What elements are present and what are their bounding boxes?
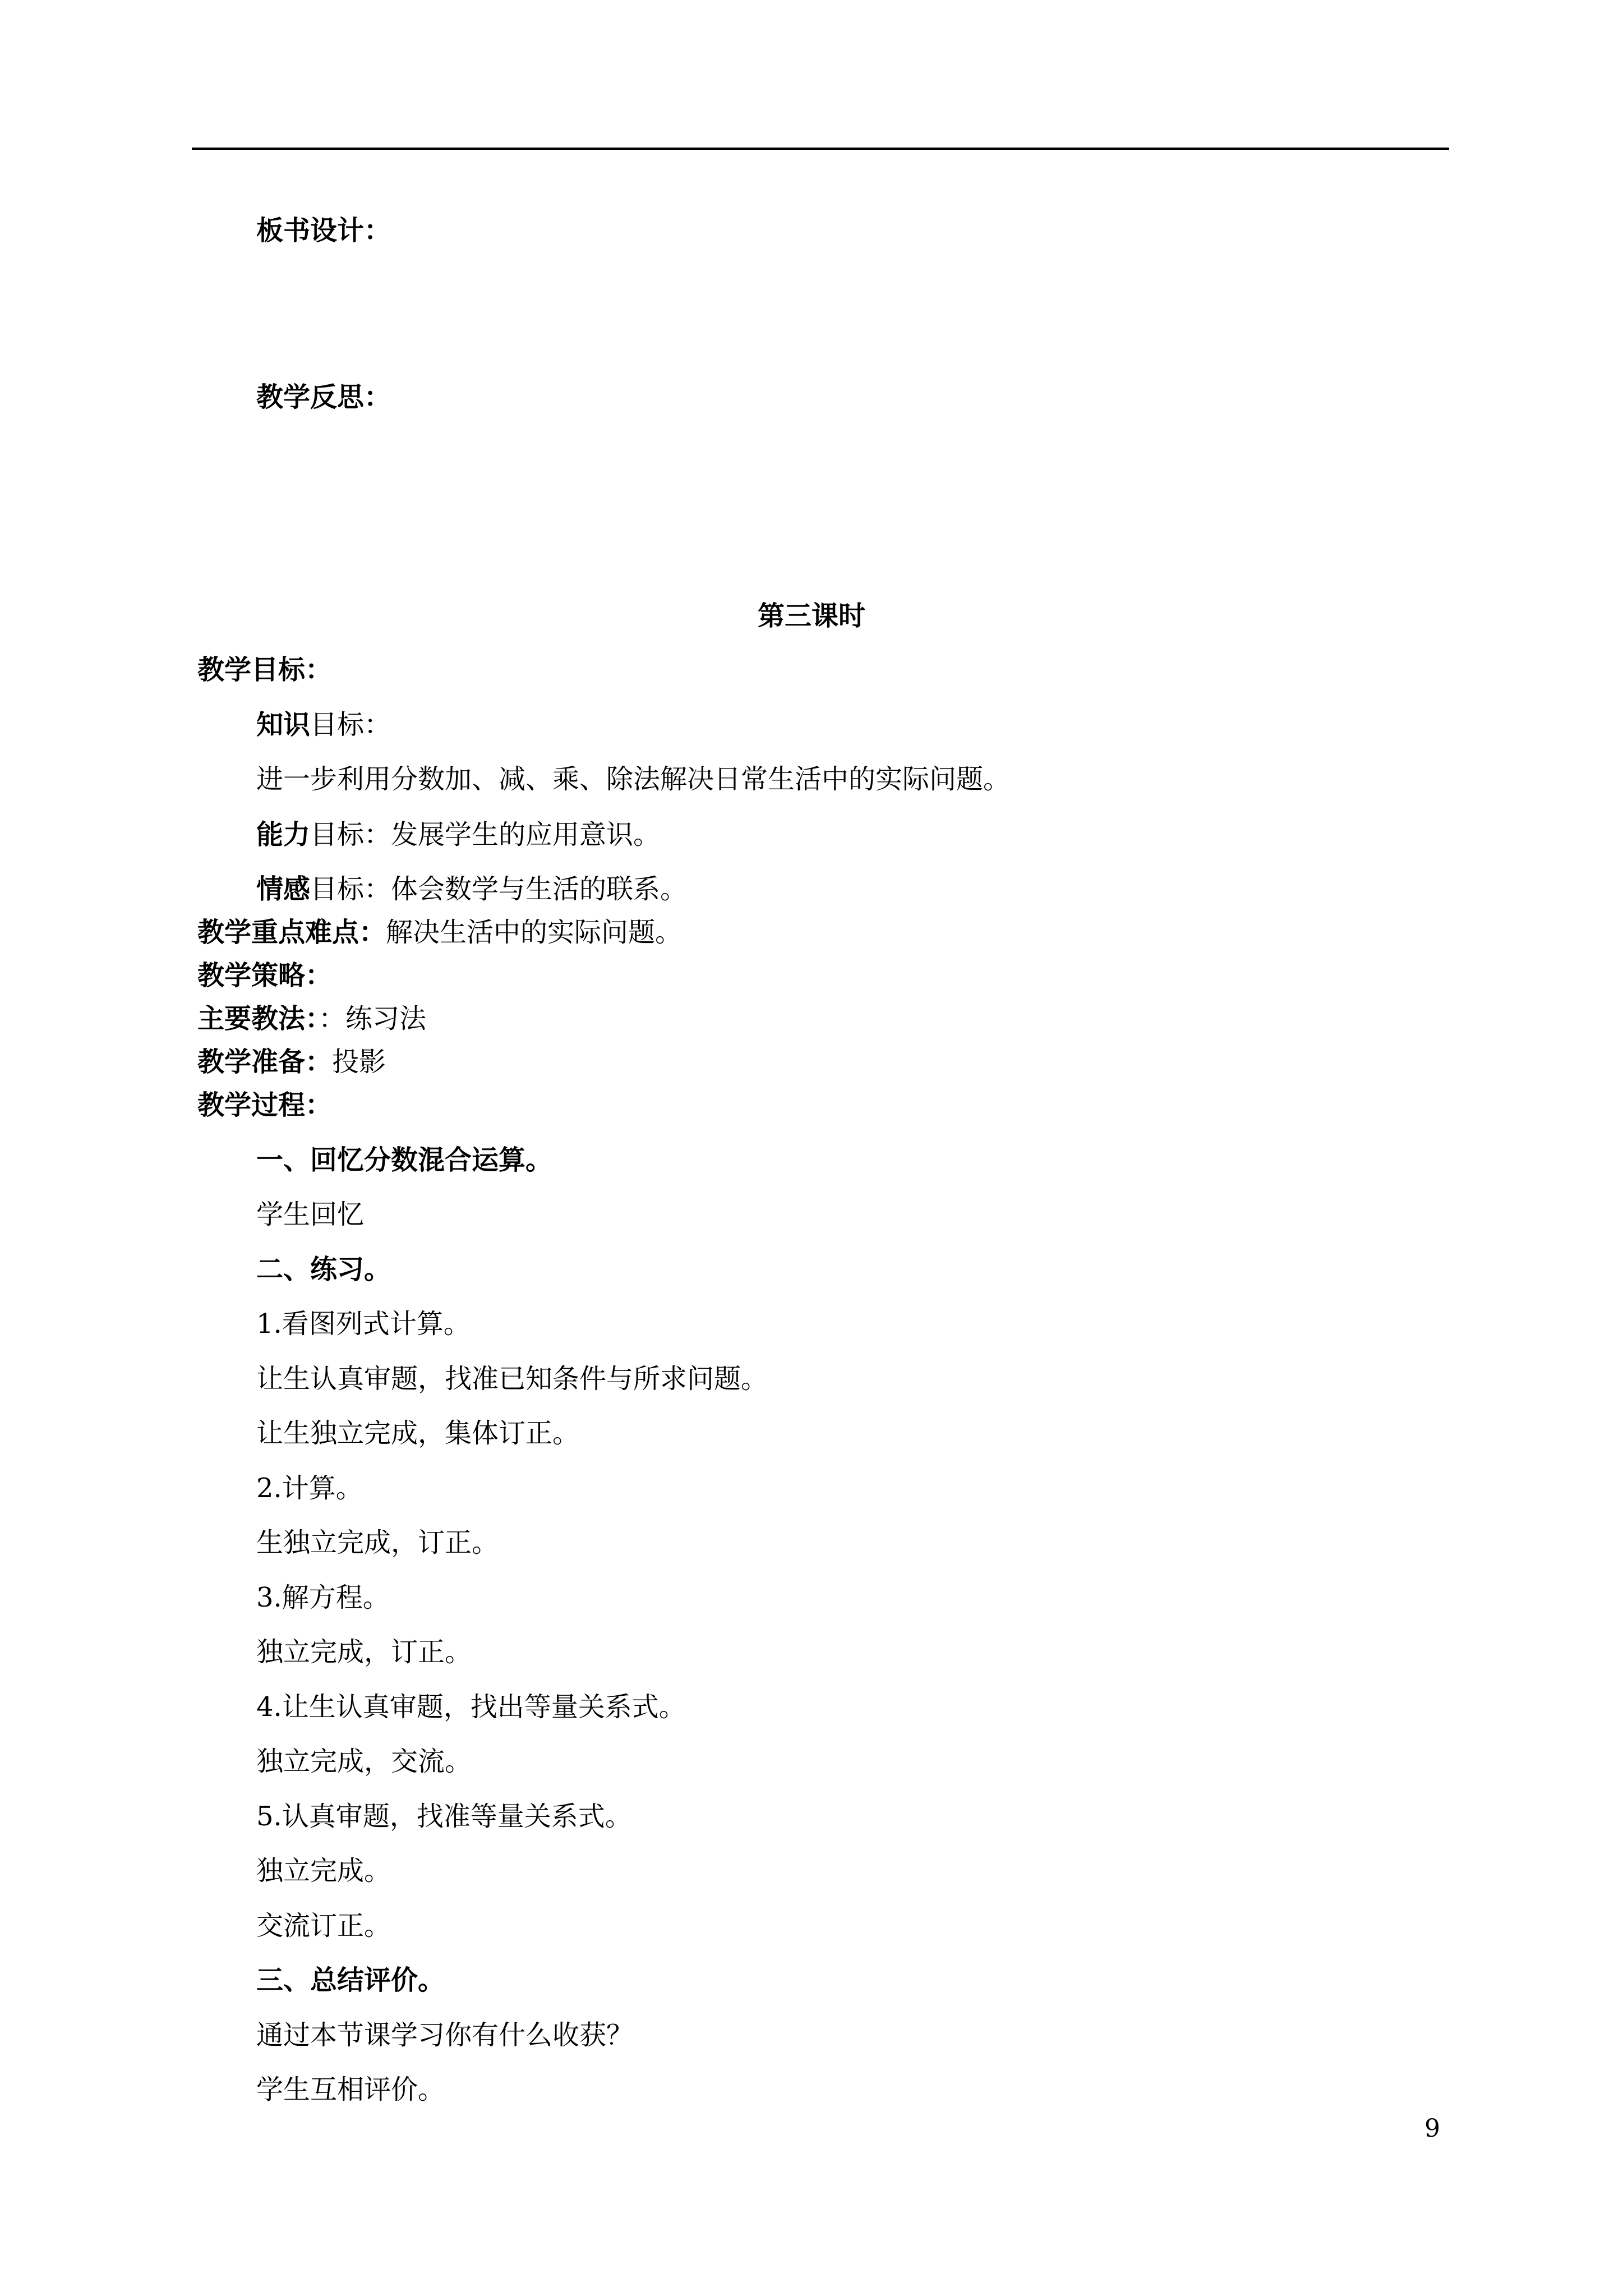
key-points-label: 教学重点难点： bbox=[197, 917, 386, 948]
emotion-objective bbox=[256, 873, 687, 905]
process-heading: 教学过程： bbox=[197, 1089, 333, 1121]
process-line: 独立完成。 bbox=[256, 1855, 391, 1887]
teaching-prep-text: 投影 bbox=[332, 1046, 386, 1078]
ability-label: 能力 bbox=[256, 819, 311, 850]
ability-objective bbox=[256, 819, 660, 850]
process-line: 独立完成，交流。 bbox=[256, 1746, 472, 1777]
teaching-method-text: ：练习法 bbox=[319, 1003, 427, 1034]
process-line: 学生互相评价。 bbox=[256, 2074, 445, 2105]
header-rule bbox=[192, 148, 1449, 150]
teaching-prep-label: 教学准备： bbox=[197, 1046, 333, 1078]
process-line: 学生回忆 bbox=[256, 1199, 365, 1230]
strategy-heading: 教学策略： bbox=[197, 960, 333, 991]
process-line: 独立完成，订正。 bbox=[256, 1636, 472, 1668]
reflection-heading: 教学反思： bbox=[256, 381, 391, 413]
process-line: 让生独立完成，集体订正。 bbox=[256, 1418, 580, 1449]
knowledge-label: 知识 bbox=[256, 709, 311, 740]
teaching-method-label: 主要教法： bbox=[197, 1003, 319, 1034]
knowledge-label-rest: 目标： bbox=[310, 709, 391, 740]
process-line: 让生认真审题，找准已知条件与所求问题。 bbox=[256, 1363, 768, 1395]
knowledge-text: 进一步利用分数加、减、乘、除法解决日常生活中的实际问题。 bbox=[256, 763, 1011, 795]
process-line: 三、总结评价。 bbox=[256, 1964, 445, 1996]
process-line: 1.看图列式计算。 bbox=[256, 1308, 471, 1340]
key-points-text: 解决生活中的实际问题。 bbox=[386, 917, 683, 948]
objectives-heading: 教学目标： bbox=[197, 654, 333, 685]
process-line: 5.认真审题，找准等量关系式。 bbox=[256, 1801, 632, 1832]
process-line: 一、回忆分数混合运算。 bbox=[256, 1144, 553, 1176]
process-line: 交流订正。 bbox=[256, 1910, 391, 1941]
knowledge-objective bbox=[256, 709, 391, 740]
emotion-text: 目标：体会数学与生活的联系。 bbox=[310, 873, 688, 905]
ability-text: 目标：发展学生的应用意识。 bbox=[310, 819, 661, 850]
teaching-method bbox=[197, 1003, 426, 1034]
process-line: 生独立完成，订正。 bbox=[256, 1527, 499, 1558]
page-number: 9 bbox=[1424, 2114, 1440, 2143]
process-line: 通过本节课学习你有什么收获？ bbox=[256, 2019, 634, 2051]
lesson-title: 第三课时 bbox=[757, 600, 865, 632]
emotion-label: 情感 bbox=[256, 873, 311, 905]
process-line: 3.解方程。 bbox=[256, 1582, 390, 1613]
board-design-heading: 板书设计： bbox=[256, 215, 391, 246]
process-line: 二、练习。 bbox=[256, 1254, 391, 1285]
process-line: 4.让生认真审题，找出等量关系式。 bbox=[256, 1691, 686, 1723]
key-points bbox=[197, 917, 682, 948]
teaching-prep bbox=[197, 1046, 386, 1078]
process-line: 2.计算。 bbox=[256, 1473, 363, 1504]
